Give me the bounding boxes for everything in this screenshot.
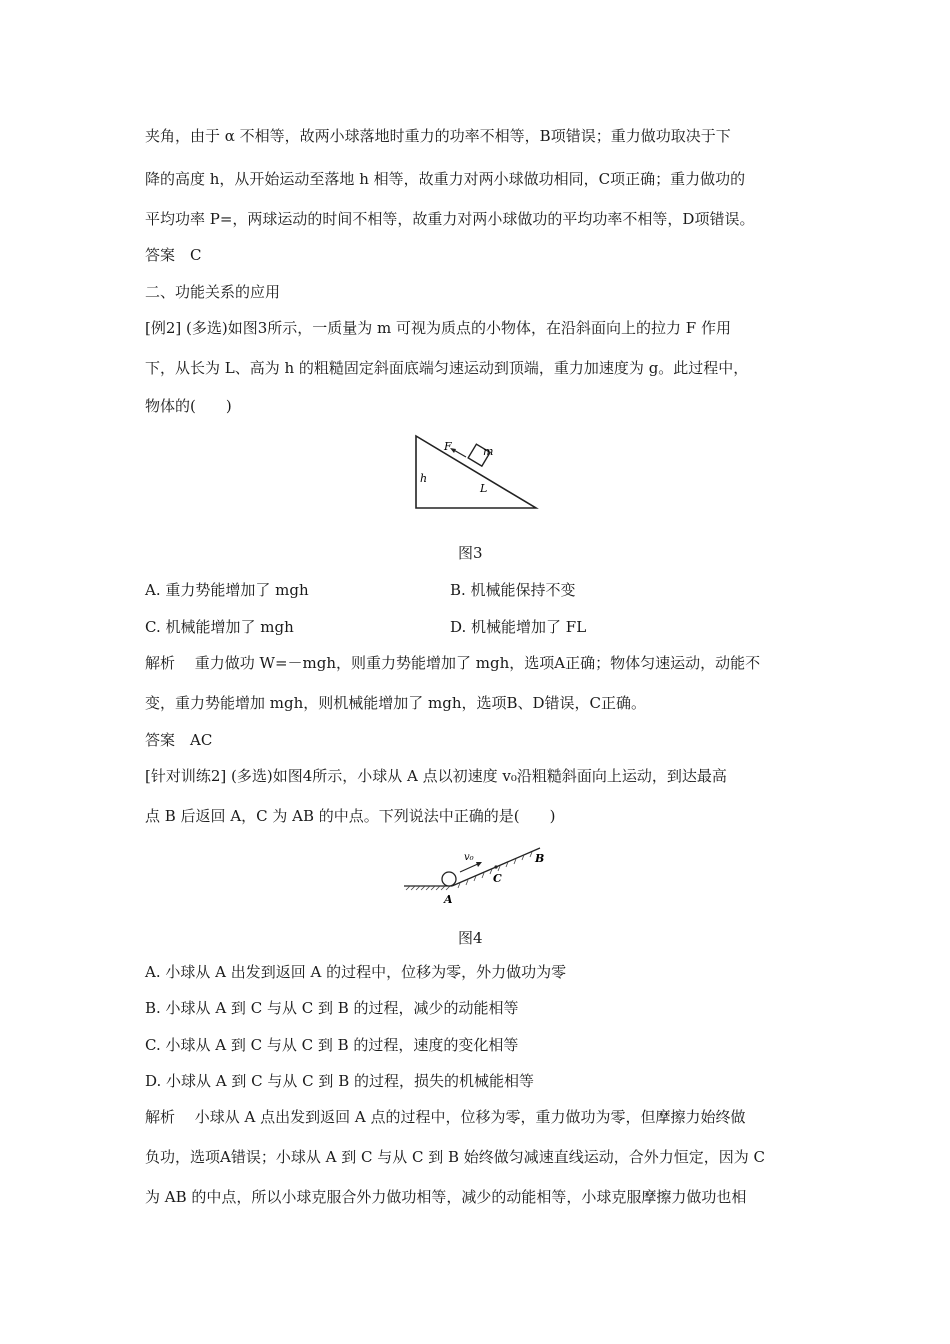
answer-line: 答案 AC [145, 731, 213, 749]
text-line: [针对训练2] (多选)如图4所示，小球从 A 点以初速度 v₀沿粗糙斜面向上运动，到达最高 [145, 767, 727, 785]
point-C [494, 865, 497, 868]
figure-4-diagram [400, 840, 560, 910]
option-a: A. 小球从 A 出发到返回 A 的过程中，位移为零，外力做功为零 [145, 963, 567, 981]
option-c: C. 机械能增加了 mgh [145, 618, 294, 636]
label-F: F [444, 440, 452, 453]
solution-line: 解析 小球从 A 点出发到返回 A 点的过程中，位移为零，重力做功为零，但摩擦力始终做 [145, 1108, 746, 1126]
label-m: m [483, 445, 494, 458]
label-B: B [535, 852, 545, 865]
label-h: h [420, 472, 428, 485]
text-line: [例2] (多选)如图3所示，一质量为 m 可视为质点的小物体，在沿斜面向上的拉力 F 作用 [145, 319, 731, 337]
answer-line: 答案 C [145, 246, 202, 264]
solution-line: 负功，选项A错误；小球从 A 到 C 与从 C 到 B 始终做匀减速直线运动，合外力恒定，因为 C [145, 1148, 766, 1166]
text-line: 点 B 后返回 A，C 为 AB 的中点。下列说法中正确的是( ) [145, 807, 556, 825]
option-a: A. 重力势能增加了 mgh [145, 581, 309, 599]
option-d: D. 小球从 A 到 C 与从 C 到 B 的过程，损失的机械能相等 [145, 1072, 534, 1090]
solution-line: 为 AB 的中点，所以小球克服合外力做功相等，减少的动能相等，小球克服摩擦力做功也相 [145, 1188, 747, 1206]
solution-line: 解析 重力做功 W=－mgh，则重力势能增加了 mgh，选项A正确；物体匀速运动，动能不 [145, 654, 761, 672]
solution-line: 变，重力势能增加 mgh，则机械能增加了 mgh，选项B、D错误，C正确。 [145, 694, 647, 712]
text-line: 物体的( ) [145, 397, 232, 415]
label-v0: v₀ [464, 852, 474, 863]
option-b: B. 小球从 A 到 C 与从 C 到 B 的过程，减少的动能相等 [145, 999, 519, 1017]
text-line: 夹角，由于 α 不相等，故两小球落地时重力的功率不相等，B项错误；重力做功取决于下 [145, 127, 731, 145]
label-L: L [480, 482, 488, 495]
label-C: C [493, 872, 502, 885]
option-d: D. 机械能增加了 FL [450, 618, 587, 636]
section-heading: 二、功能关系的应用 [145, 283, 281, 301]
text-line: 平均功率 P=，两球运动的时间不相等，故重力对两小球做功的平均功率不相等，D项错误。 [145, 210, 755, 228]
figure-3-caption: 图3 [458, 544, 483, 562]
figure-3-diagram [400, 430, 550, 515]
label-A: A [444, 893, 453, 906]
ball [442, 872, 456, 886]
text-line: 下，从长为 L、高为 h 的粗糙固定斜面底端匀速运动到顶端，重力加速度为 g。此过程中， [145, 359, 749, 377]
option-c: C. 小球从 A 到 C 与从 C 到 B 的过程，速度的变化相等 [145, 1036, 519, 1054]
option-b: B. 机械能保持不变 [450, 581, 576, 599]
text-line: 降的高度 h，从开始运动至落地 h 相等，故重力对两小球做功相同，C项正确；重力做功的 [145, 170, 746, 188]
figure-4-caption: 图4 [458, 929, 483, 947]
